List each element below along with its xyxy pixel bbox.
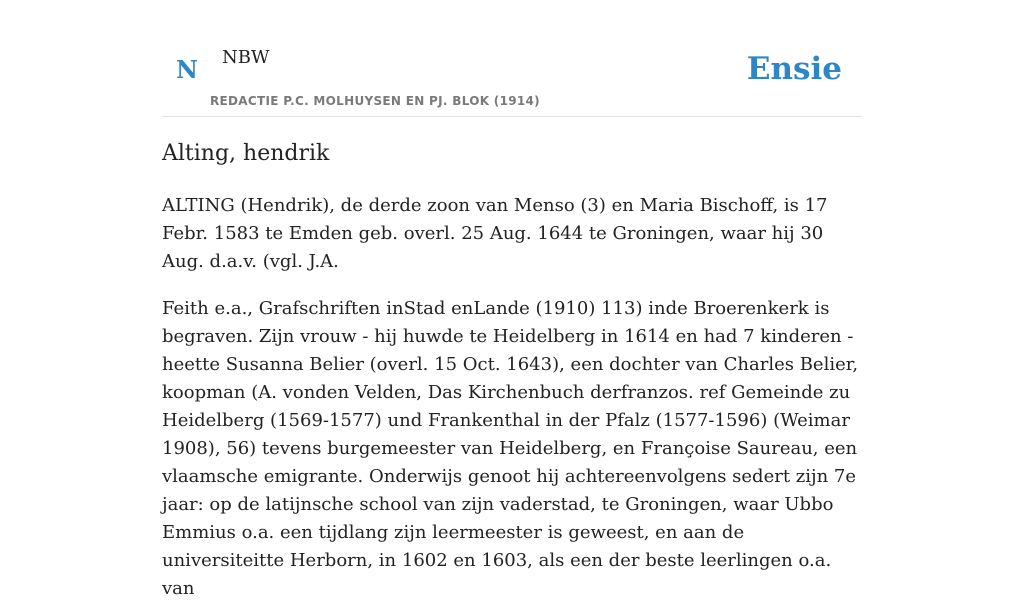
source-logo-letter[interactable]: N: [176, 55, 198, 84]
article-title: Alting, hendrik: [162, 141, 330, 166]
article-paragraph-1: ALTING (Hendrik), de derde zoon van Menso (3) en Maria Bischoff, is 17 Febr. 1583 te Emden geb. overl. 25 Aug. 1644 te Groningen, waar hij 30 Aug. d.a.v. (vgl. J.A.: [162, 195, 828, 272]
article: [162, 136, 866, 603]
source-header: [162, 0, 862, 117]
source-title[interactable]: NBW: [222, 47, 270, 68]
article-paragraph-2: Feith e.a., Grafschriften inStad enLande (1910) 113) inde Broerenkerk is begraven. Zijn vrouw - hij huwde te Heidelberg in 1614 en had 7 kinderen - heette Susanna Belier (overl. 15 Oct. 1643), een dochter van Charles Belier, koopman (A. vonden Velden, Das Kirchenbuch derfranzos. ref Gemeinde zu Heidelberg (1569-1577) und Frankenthal in der Pfalz (1577-1596) (Weimar 1908), 56) tevens burgemeester van Heidelberg, en Françoise Saureau, een vlaamsche emigrante. Onderwijs genoot hij achtereenvolgens sedert zijn 7e jaar: op de latijnsche school van zijn vaderstad, te Groningen, waar Ubbo Emmius o.a. een tijdlang zijn leermeester is geweest, en aan de universiteitte Herborn, in 1602 en 1603, als een der beste leerlingen o.a. van: [162, 298, 859, 599]
ensie-logo-link[interactable]: Ensie: [746, 51, 842, 87]
source-subtitle: REDACTIE P.C. MOLHUYSEN EN PJ. BLOK (1914): [210, 94, 540, 108]
